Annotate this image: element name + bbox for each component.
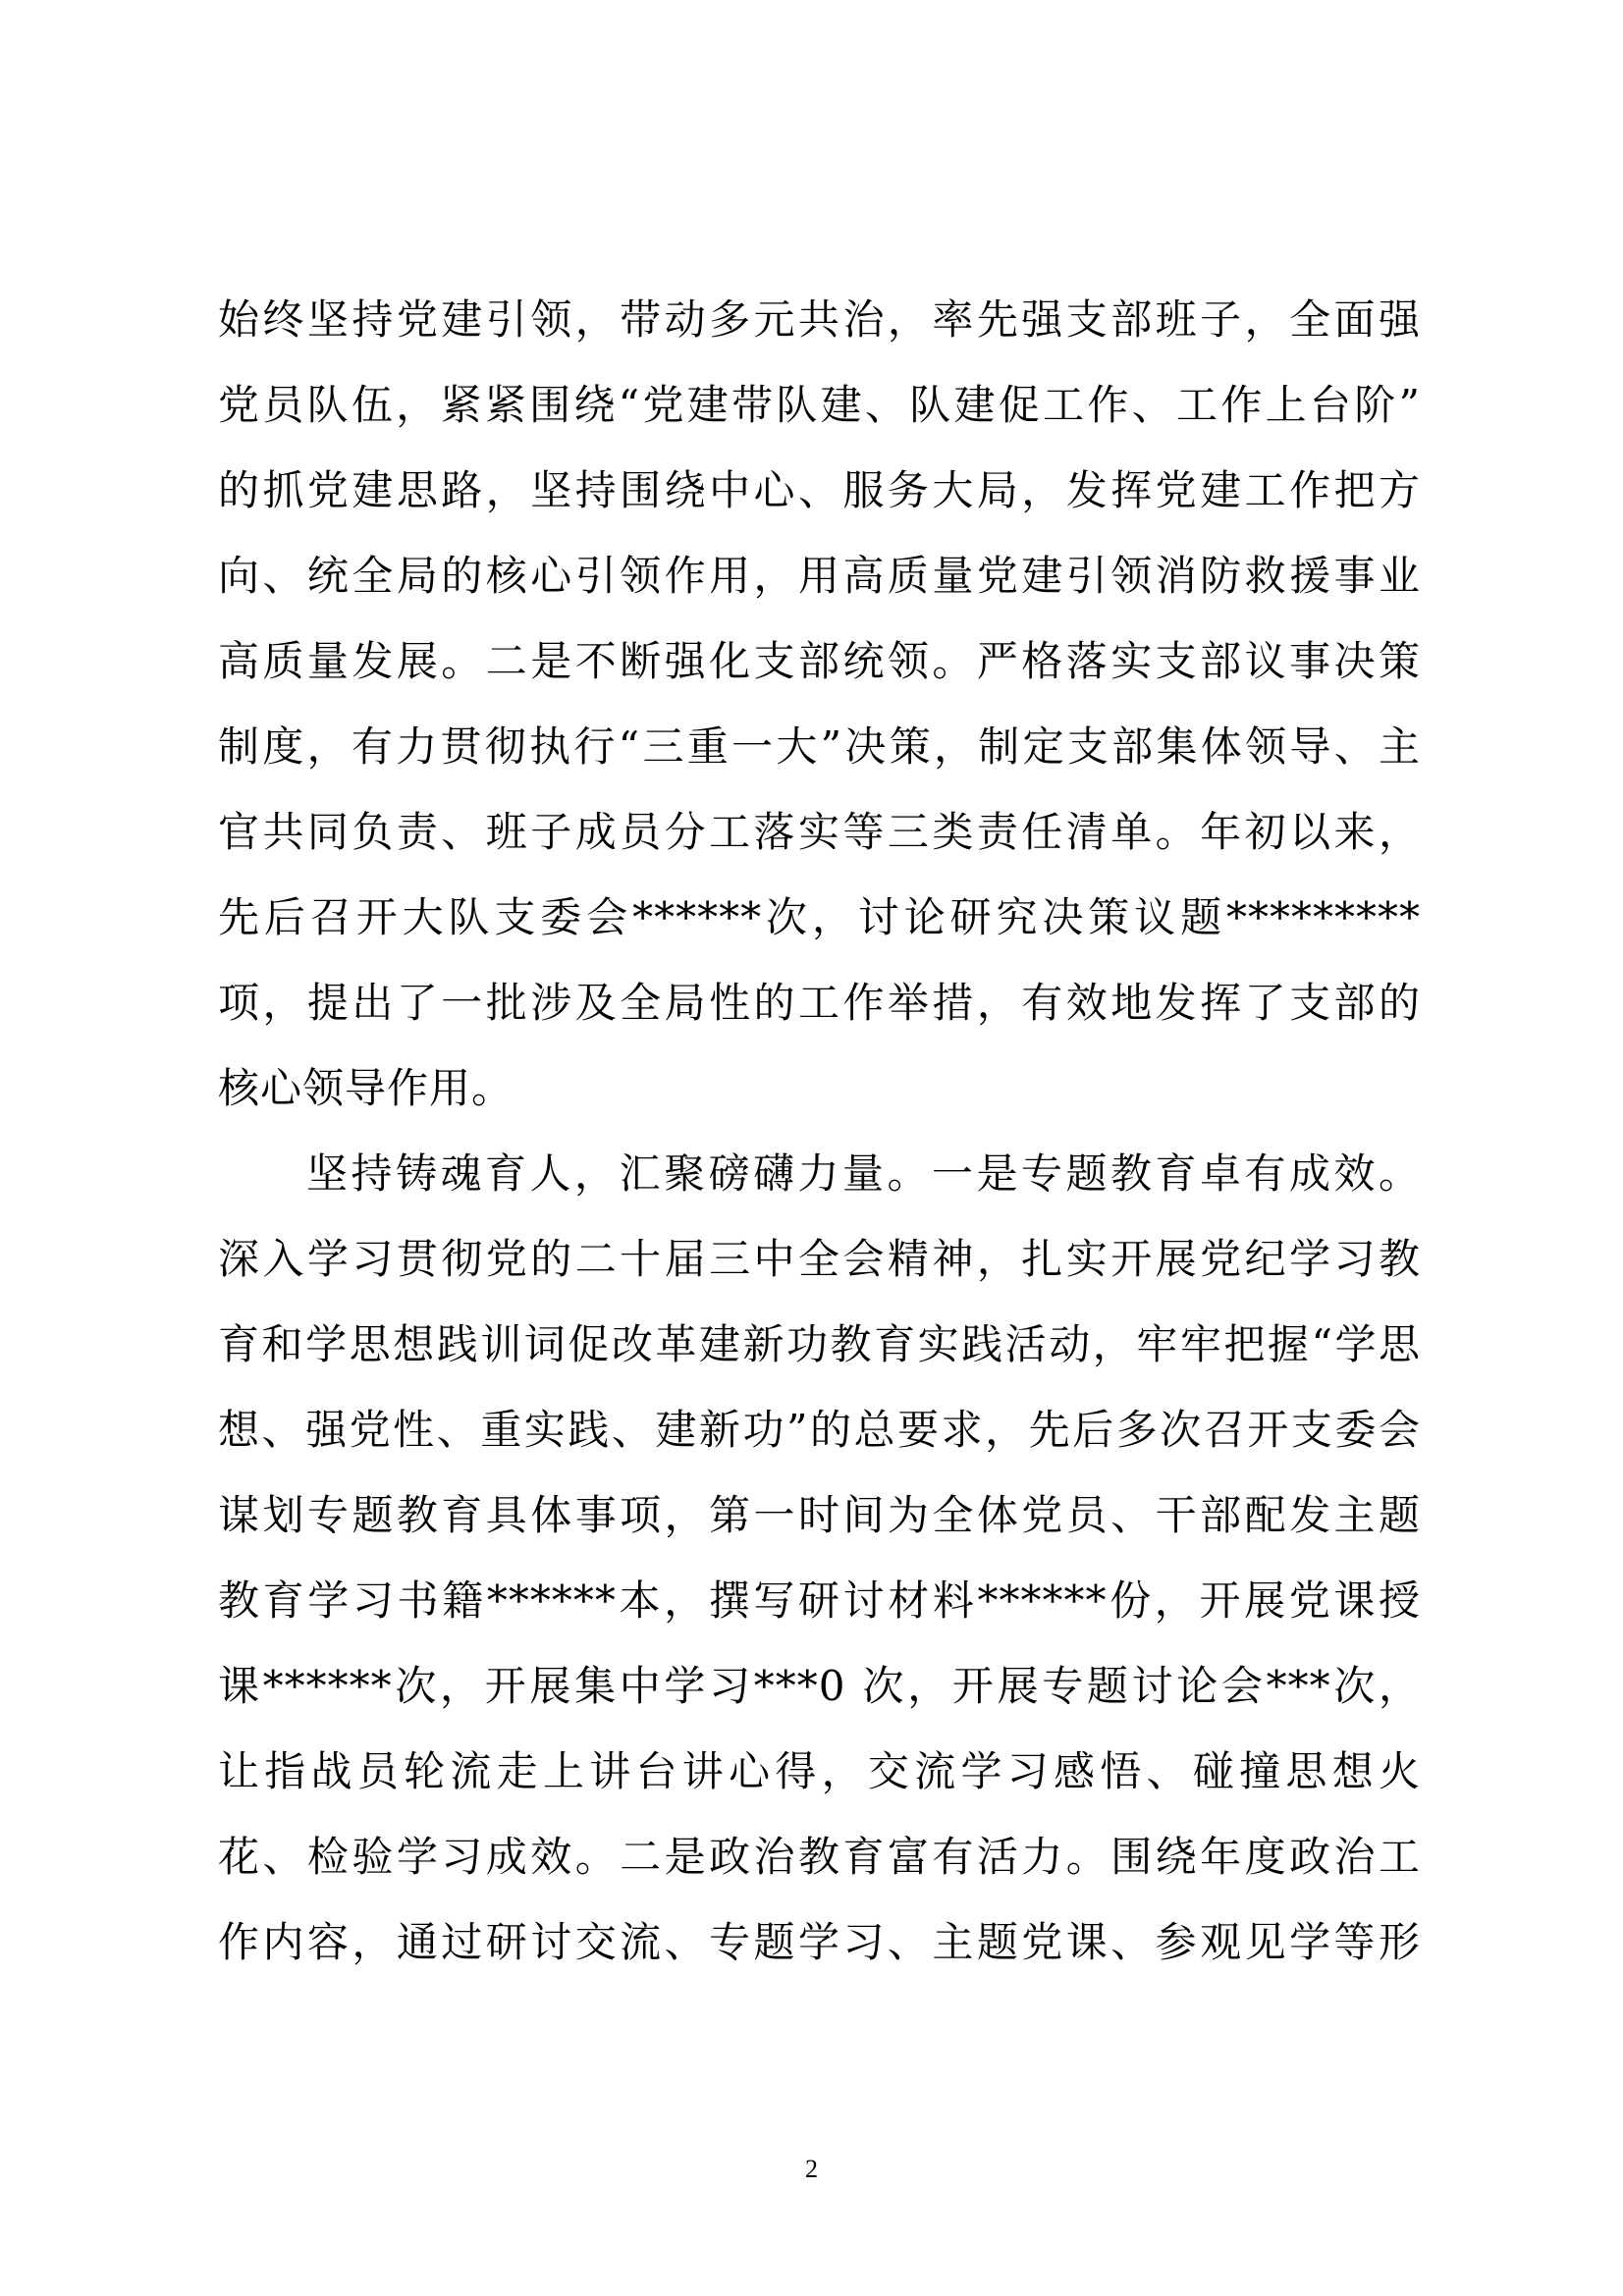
text-line: 官共同负责、班子成员分工落实等三类责任清单。年初以来， — [218, 808, 1421, 856]
text-line: 想、强党性、重实践、建新功”的总要求，先后多次召开支委会 — [218, 1406, 1421, 1454]
text-line: 作内容，通过研讨交流、专题学习、主题党课、参观见学等形 — [218, 1918, 1421, 1966]
paragraph-first-line: 坚持铸魂育人，汇聚磅礴力量。一是专题教育卓有成效。 — [306, 1149, 1421, 1198]
text-line: 深入学习贯彻党的二十届三中全会精神，扎实开展党纪学习教 — [218, 1235, 1421, 1283]
text-line: 育和学思想践训词促改革建新功教育实践活动，牢牢把握“学思 — [218, 1320, 1421, 1368]
text-line: 谋划专题教育具体事项，第一时间为全体党员、干部配发主题 — [218, 1491, 1421, 1539]
text-line: 的抓党建思路，坚持围绕中心、服务大局，发挥党建工作把方 — [218, 466, 1421, 514]
text-line: 课******次，开展集中学习***0 次，开展专题讨论会***次， — [218, 1662, 1421, 1710]
body-text — [218, 277, 1421, 1985]
text-line: 先后召开大队支委会******次，讨论研究决策议题********* — [218, 893, 1421, 941]
text-line: 让指战员轮流走上讲台讲心得，交流学习感悟、碰撞思想火 — [218, 1747, 1421, 1795]
text-line: 花、检验学习成效。二是政治教育富有活力。围绕年度政治工 — [218, 1833, 1421, 1881]
text-line: 始终坚持党建引领，带动多元共治，率先强支部班子，全面强 — [218, 295, 1421, 344]
text-line: 制度，有力贯彻执行“三重一大”决策，制定支部集体领导、主 — [218, 722, 1421, 771]
text-line: 党员队伍，紧紧围绕“党建带队建、队建促工作、工作上台阶” — [218, 381, 1421, 429]
text-line: 向、统全局的核心引领作用，用高质量党建引领消防救援事业 — [218, 552, 1421, 600]
text-line: 核心领导作用。 — [218, 1064, 514, 1112]
page-number: 2 — [805, 2155, 818, 2183]
text-line: 高质量发展。二是不断强化支部统领。严格落实支部议事决策 — [218, 637, 1421, 685]
text-line: 教育学习书籍******本，撰写研讨材料******份，开展党课授 — [218, 1576, 1421, 1625]
text-line: 项，提出了一批涉及全局性的工作举措，有效地发挥了支部的 — [218, 979, 1421, 1027]
